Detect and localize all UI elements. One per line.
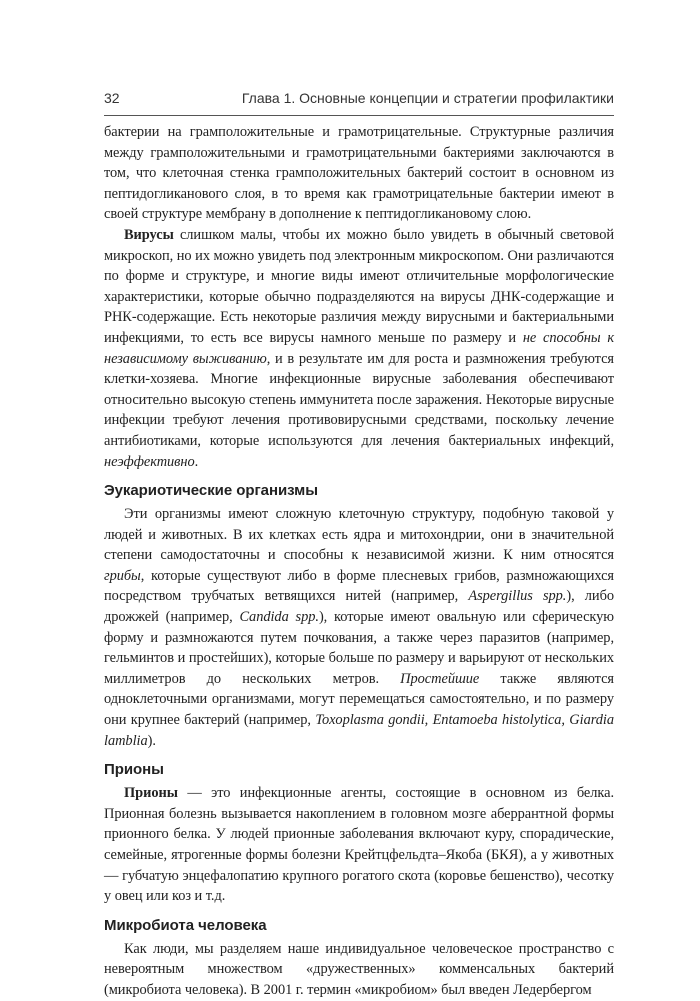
paragraph-bacteria-continued: бактерии на грамположительные и грамотрицательные. Структурные различия между грамположительными и грамотрицательными бактериями заключаются в том, что клеточная стенка грамположительных бактерий состоит в основном из пептидогликанового слоя, в то время как грамотрицательные бактерии имеют в своей структуре мембрану в дополнение к пептидогликановому слою.	[104, 124, 614, 223]
page-number: 32	[104, 90, 120, 106]
paragraph-eukaryotes: Эти организмы имеют сложную клеточную структуру, подобную таковой у людей и животных. В их клетках есть ядра и митохондрии, они в значительной степени самодостаточны и способны к независимой жизни. К ним относятся грибы, которые существуют либо в форме плесневых грибов, размножающихся посредством трубчатых ветвящихся нитей (например, Aspergillus spp.), либо дрожжей (например, Candida spp.), которые имеют овальную или сферическую форму и размножаются путем почкования, а также через паразитов (например, гельминтов и простейших), которые больше по размеру и варьируют от нескольких миллиметров до нескольких метров. Простейшие также являются одноклеточными организмами, могут перемещаться самостоятельно, и по размеру они крупнее бактерий (например, Toxoplasma gondii, Entamoeba histolytica, Giardia lamblia).	[104, 506, 615, 749]
paragraph-microbiota: Как люди, мы разделяем наше индивидуальное человеческое пространство с невероятным множеством «дружественных» комменсальных бактерий (микробиота человека). В 2001 г. термин «микробиом» был введен Ледербергом	[104, 940, 614, 998]
page-body	[104, 122, 614, 1001]
header-divider	[104, 115, 614, 116]
term-prions: Прионы	[124, 785, 178, 802]
term-viruses: Вирусы	[124, 226, 174, 243]
heading-eukaryotes: Эукариотические организмы	[104, 482, 318, 500]
page-header	[104, 90, 614, 114]
running-title: Глава 1. Основные концепции и стратегии профилактики	[241, 90, 614, 106]
heading-microbiota: Микробиота человека	[104, 916, 267, 934]
paragraph-prions: Прионы — это инфекционные агенты, состоящие в основном из белка. Прионная болезнь вызывается накоплением в головном мозге аберрантной формы прионного белка. У людей прионные заболевания включают куру, спорадические, семейные, ятрогенные формы болезни Крейтцфельдта–Якоба (БКЯ), а у животных — губчатую энцефалопатию крупного рогатого скота (коровье бешенство), чесотку у овец или коз и т.д.	[104, 785, 614, 905]
heading-prions: Прионы	[104, 761, 164, 779]
paragraph-viruses: Вирусы слишком малы, чтобы их можно было увидеть в обычный световой микроскоп, но их можно увидеть под электронным микроскопом. Они различаются по форме и структуре, и многие виды имеют отличительные морфологические характеристики, которые обычно подразделяются на вирусы ДНК-содержащие и РНК-содержащие. Есть некоторые различия между вирусными и бактериальными инфекциями, то есть все вирусы намного меньше по размеру и не способны к независимому выживанию, и в результате им для роста и размножения требуются клетки-хозяева. Многие инфекционные вирусные заболевания обеспечивают относительно высокую степень иммунитета после заражения. Некоторые вирусные инфекции требуют лечения противовирусными средствами, поскольку лечение антибиотиками, которые используются для лечения бактериальных инфекций, неэффективно.	[104, 226, 614, 470]
